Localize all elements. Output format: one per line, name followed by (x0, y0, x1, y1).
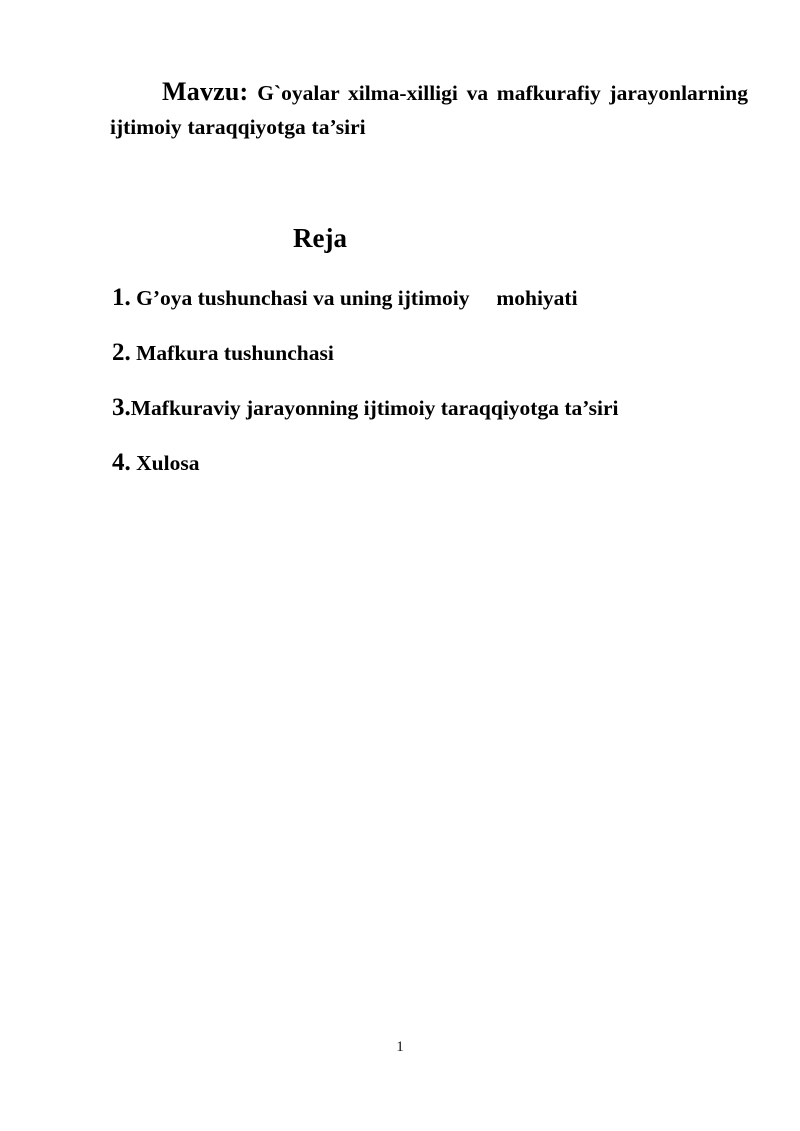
plan-item-label: Mafkura tushunchasi (130, 341, 334, 365)
plan-list (112, 281, 752, 501)
list-item (112, 336, 752, 391)
list-item (112, 446, 752, 501)
document-title (110, 74, 748, 142)
list-item (112, 391, 752, 446)
plan-item-label: Xulosa (130, 451, 200, 475)
plan-item-number: 1. (112, 284, 131, 311)
plan-item-number: 4. (112, 449, 131, 476)
plan-item-label: Mafkuraviy jarayonning ijtimoiy taraqqiyotga ta’siri (130, 396, 619, 420)
title-subject-text: G`oyalar xilma-xilligi va mafkurafiy jarayonlarning ijtimoiy taraqqiyotga ta’siri (110, 81, 748, 139)
plan-item-number: 2. (112, 339, 131, 366)
list-item (112, 281, 752, 336)
plan-item-number: 3. (112, 394, 131, 421)
page-number: 1 (396, 1039, 404, 1055)
plan-heading: Reja (293, 223, 347, 253)
title-lead-label: Mavzu: (162, 77, 249, 106)
plan-item-label: G’oya tushunchasi va uning ijtimoiy mohiyati (130, 286, 578, 310)
